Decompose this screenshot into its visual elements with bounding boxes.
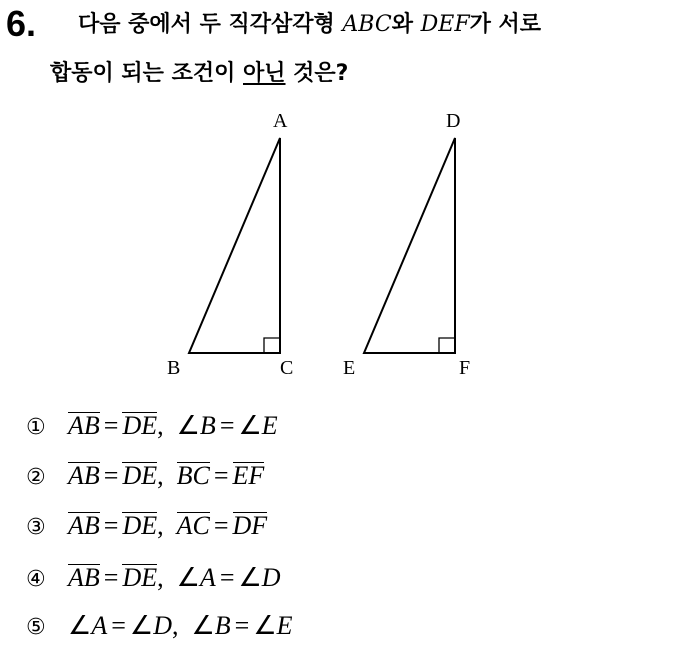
segment-ab: AB bbox=[68, 461, 100, 490]
question-text-prefix-2: 합동이 되는 조건이 bbox=[50, 61, 243, 86]
angle-symbol: ∠ bbox=[238, 411, 262, 440]
right-angle-mark-c bbox=[264, 338, 280, 353]
choice-number: ① bbox=[26, 415, 46, 440]
segment-de: DE bbox=[122, 411, 158, 440]
choice-5[interactable] bbox=[26, 608, 293, 644]
triangle-def bbox=[364, 138, 455, 353]
equals-sign: = bbox=[103, 511, 119, 540]
angle-e: E bbox=[276, 611, 293, 640]
angle-symbol: ∠ bbox=[191, 611, 215, 640]
angle-symbol: ∠ bbox=[68, 611, 92, 640]
equals-sign: = bbox=[103, 461, 119, 490]
choice-number: ⑤ bbox=[26, 615, 46, 640]
question-text-suffix: 가 서로 bbox=[469, 12, 542, 37]
angle-a: A bbox=[199, 563, 216, 592]
angle-d: D bbox=[261, 563, 281, 592]
segment-ab: AB bbox=[68, 563, 100, 592]
angle-b: B bbox=[199, 411, 216, 440]
equals-sign: = bbox=[219, 563, 235, 592]
angle-d: D bbox=[153, 611, 172, 640]
vertex-label-f: F bbox=[459, 357, 471, 379]
segment-bc: BC bbox=[176, 461, 210, 490]
comma: , bbox=[157, 411, 164, 440]
equals-sign: = bbox=[213, 461, 229, 490]
choice-number: ④ bbox=[26, 567, 46, 592]
question-particle: 와 bbox=[391, 12, 421, 37]
vertex-label-a: A bbox=[273, 110, 288, 132]
segment-ab: AB bbox=[68, 411, 100, 440]
equals-sign: = bbox=[111, 611, 126, 640]
question-text-suffix-2: 것은? bbox=[285, 61, 349, 86]
segment-ef: EF bbox=[232, 461, 265, 490]
segment-ac: AC bbox=[176, 511, 210, 540]
segment-df: DF bbox=[232, 511, 268, 540]
choice-number: ② bbox=[26, 465, 46, 490]
choice-number: ③ bbox=[26, 515, 46, 540]
equals-sign: = bbox=[103, 563, 119, 592]
angle-a: A bbox=[91, 611, 108, 640]
right-angle-mark-f bbox=[439, 338, 455, 353]
choice-3[interactable] bbox=[26, 508, 267, 544]
vertex-label-e: E bbox=[343, 357, 356, 379]
triangle-def-name: DEF bbox=[420, 12, 470, 37]
question-text-prefix: 다음 중에서 두 직각삼각형 bbox=[78, 12, 343, 37]
comma: , bbox=[171, 611, 179, 640]
angle-b: B bbox=[214, 611, 231, 640]
comma: , bbox=[157, 563, 164, 592]
angle-symbol: ∠ bbox=[253, 611, 277, 640]
angle-symbol: ∠ bbox=[176, 411, 200, 440]
segment-de: DE bbox=[122, 461, 158, 490]
angle-symbol: ∠ bbox=[238, 563, 262, 592]
equals-sign: = bbox=[234, 611, 250, 640]
choice-1[interactable] bbox=[26, 408, 278, 444]
angle-e: E bbox=[261, 411, 278, 440]
segment-ab: AB bbox=[68, 511, 100, 540]
equals-sign: = bbox=[103, 411, 119, 440]
angle-symbol: ∠ bbox=[176, 563, 200, 592]
choice-4[interactable] bbox=[26, 560, 281, 596]
equals-sign: = bbox=[213, 511, 229, 540]
triangle-abc bbox=[189, 138, 280, 353]
vertex-label-b: B bbox=[167, 357, 181, 379]
comma: , bbox=[157, 511, 164, 540]
question-number: 6. bbox=[6, 3, 37, 44]
angle-symbol: ∠ bbox=[129, 611, 154, 640]
underlined-not: 아닌 bbox=[243, 61, 286, 86]
comma: , bbox=[157, 461, 164, 490]
triangle-abc-name: ABC bbox=[342, 12, 392, 37]
vertex-label-d: D bbox=[446, 110, 461, 132]
choice-2[interactable] bbox=[26, 458, 264, 494]
segment-de: DE bbox=[122, 511, 158, 540]
equals-sign: = bbox=[219, 411, 235, 440]
vertex-label-c: C bbox=[280, 357, 294, 379]
segment-de: DE bbox=[122, 563, 158, 592]
